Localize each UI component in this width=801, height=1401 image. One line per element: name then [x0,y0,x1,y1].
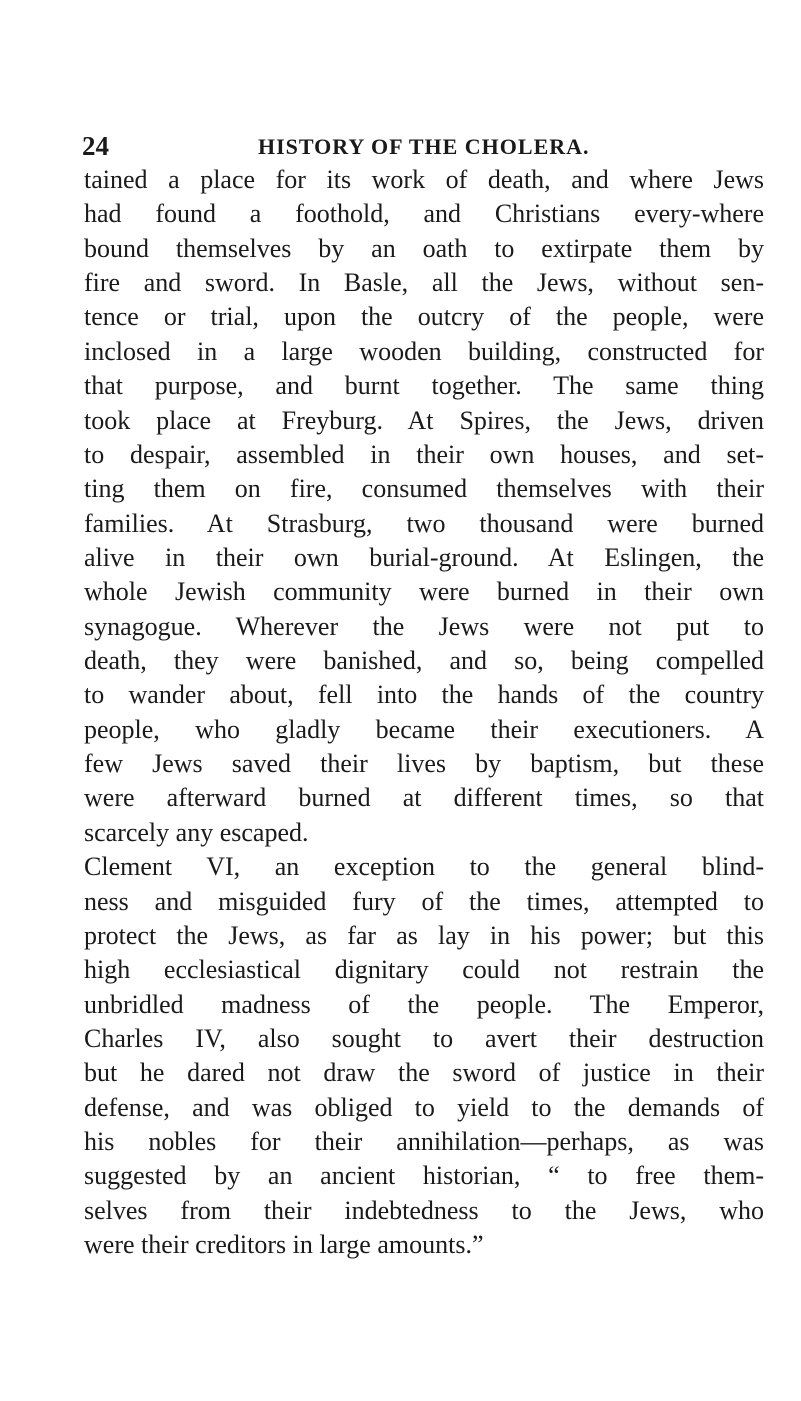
text-line: unbridled madness of the people. The Emperor, [84,989,764,1019]
text-line: suggested by an ancient historian, “ to free them- [84,1161,764,1191]
text-line: Clement VI, an exception to the general blind- [84,852,764,882]
text-line: were afterward burned at different times, so that [84,783,764,813]
text-line: selves from their indebtedness to the Jews, who [84,1195,764,1225]
text-line: Charles IV, also sought to avert their destruction [84,1023,764,1053]
running-title: HISTORY OF THE CHOLERA. [258,134,590,159]
text-line: alive in their own burial-ground. At Eslingen, the [84,542,764,572]
text-line: but he dared not draw the sword of justice in their [84,1058,764,1088]
text-line: his nobles for their annihilation—perhaps, as was [84,1127,764,1157]
text-line: that purpose, and burnt together. The same thing [84,371,764,401]
text-line: high ecclesiastical dignitary could not restrain the [84,955,764,985]
text-line: people, who gladly became their executioners. A [84,714,764,744]
text-line: protect the Jews, as far as lay in his power; but this [84,920,764,950]
text-line: ness and misguided fury of the times, attempted to [84,886,764,916]
text-line: scarcely any escaped. [84,817,309,847]
text-line: families. At Strasburg, two thousand were burned [84,508,764,538]
text-line: few Jews saved their lives by baptism, but these [84,749,764,779]
text-line: had found a foothold, and Christians every-where [84,199,764,229]
text-line: took place at Freyburg. At Spires, the Jews, driven [84,405,764,435]
text-line: whole Jewish community were burned in their own [84,577,764,607]
text-line: were their creditors in large amounts.” [84,1230,484,1260]
text-line: to despair, assembled in their own houses, and set- [84,439,764,469]
text-line: defense, and was obliged to yield to the demands of [84,1092,764,1122]
text-line: bound themselves by an oath to extirpate them by [84,233,764,263]
text-line: to wander about, fell into the hands of the country [84,680,764,710]
text-line: death, they were banished, and so, being compelled [84,646,764,676]
text-line: inclosed in a large wooden building, constructed for [84,336,764,366]
text-line: ting them on fire, consumed themselves with their [84,474,764,504]
page-number: 24 [82,131,109,161]
body-text [84,163,764,1263]
text-line: tained a place for its work of death, and where Jews [84,165,764,194]
text-line: tence or trial, upon the outcry of the people, were [84,302,764,332]
text-line: fire and sword. In Basle, all the Jews, without sen- [84,268,764,298]
text-line: synagogue. Wherever the Jews were not put to [84,611,764,641]
